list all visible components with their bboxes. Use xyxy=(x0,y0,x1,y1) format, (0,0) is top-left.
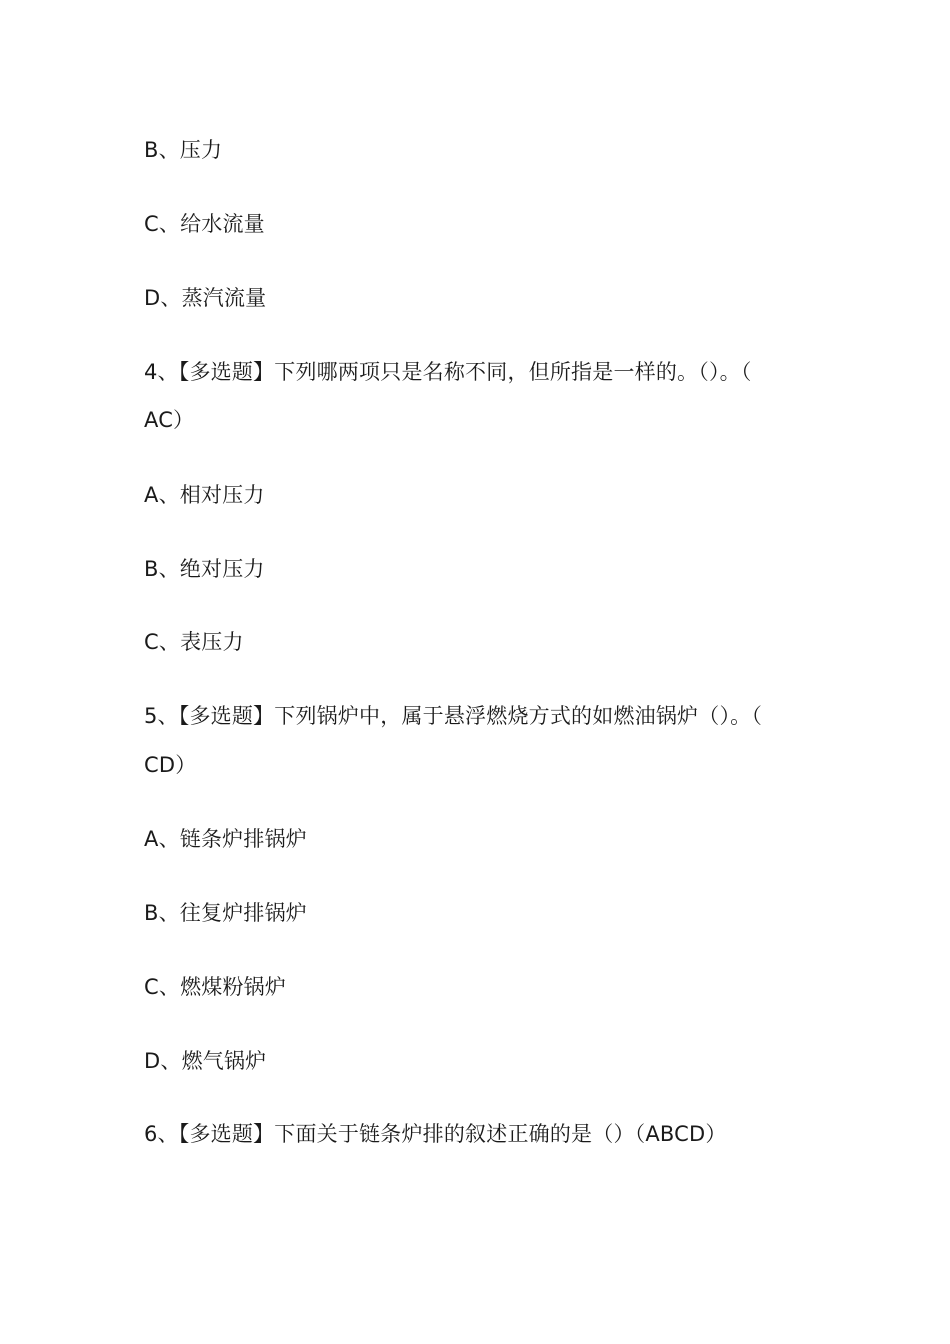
option-d-steam-flow: D、蒸汽流量 xyxy=(144,286,267,310)
question-6-text: 6、【多选题】下面关于链条炉排的叙述正确的是（）（ABCD） xyxy=(144,1122,727,1146)
q4-option-b: B、绝对压力 xyxy=(144,557,265,581)
q5-option-d: D、燃气锅炉 xyxy=(144,1049,267,1073)
option-c-feedwater-flow: C、给水流量 xyxy=(144,212,265,236)
question-4-text: 4、【多选题】下列哪两项只是名称不同，但所指是一样的。（）。（ xyxy=(144,360,752,384)
q4-option-c: C、表压力 xyxy=(144,630,244,654)
question-5-text: 5、【多选题】下列锅炉中，属于悬浮燃烧方式的如燃油锅炉（）。（ xyxy=(144,704,763,728)
option-b-pressure: B、压力 xyxy=(144,138,223,162)
q4-option-a: A、相对压力 xyxy=(144,483,265,507)
question-5-answer: CD） xyxy=(144,753,197,777)
q5-option-c: C、燃煤粉锅炉 xyxy=(144,975,287,999)
q5-option-a: A、链条炉排锅炉 xyxy=(144,827,307,851)
question-4-answer: AC） xyxy=(144,408,195,432)
q5-option-b: B、往复炉排锅炉 xyxy=(144,901,308,925)
